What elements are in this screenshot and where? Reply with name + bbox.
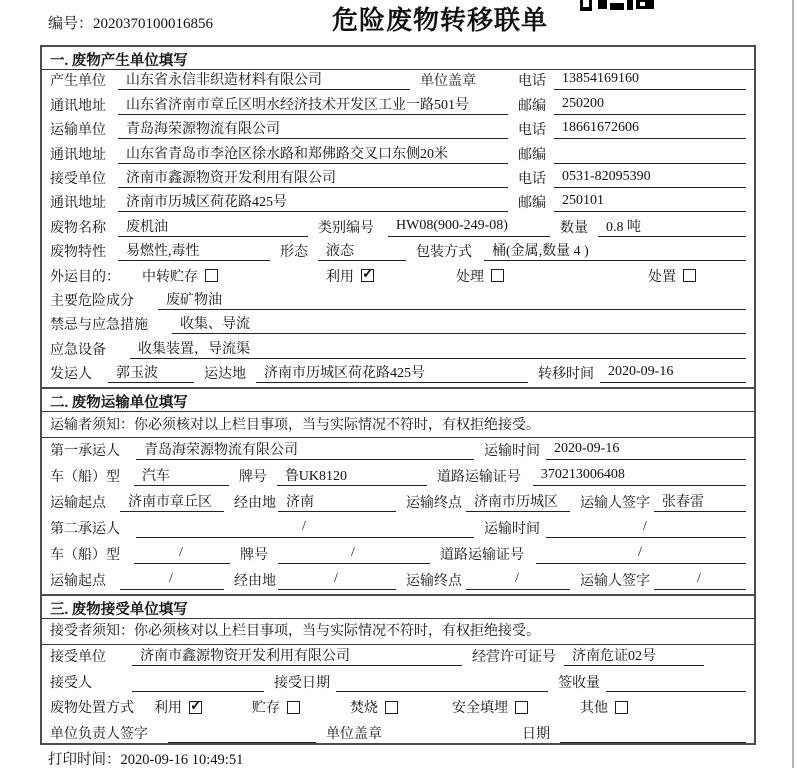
carrier-notice-row xyxy=(42,412,754,438)
emergency-measures: 收集、导流 xyxy=(172,314,746,334)
vehicle-type2: / xyxy=(134,545,230,564)
checkbox-disposal-utilize-checked-icon xyxy=(189,701,202,714)
checkbox-disposal-incinerate-label: 焚烧 xyxy=(350,701,378,717)
checkbox-treat-label: 处理 xyxy=(456,269,484,285)
receiver-seal-label: 单位盖章 xyxy=(326,726,382,742)
producer-unit-row xyxy=(42,70,754,94)
checkbox-disposal-other-label: 其他 xyxy=(580,701,608,717)
section-transporter xyxy=(42,387,754,594)
checkbox-utilize-label: 利用 xyxy=(326,269,354,285)
transporter-postcode-label: 邮编 xyxy=(518,147,546,163)
road-permit2: / xyxy=(536,545,746,564)
origin2: / xyxy=(120,571,224,590)
road-permit1: 370213006408 xyxy=(533,467,746,486)
receiver-postcode-label: 邮编 xyxy=(518,196,546,212)
producer-unit-label: 产生单位 xyxy=(50,74,106,90)
checkbox-disposal-landfill-unchecked-icon xyxy=(515,701,528,714)
receive-date xyxy=(336,673,548,692)
checkbox-treat xyxy=(456,266,648,286)
road-permit1-label: 道路运输证号 xyxy=(436,470,521,486)
section-producer xyxy=(42,47,754,387)
receiver-address-label: 通讯地址 xyxy=(50,196,106,212)
producer-name: 山东省永信非织造材料有限公司 xyxy=(118,70,410,90)
checkbox-disposal-other-unchecked-icon xyxy=(615,701,628,714)
producer-postcode-label: 邮编 xyxy=(518,98,546,114)
transport-unit-row xyxy=(42,119,754,143)
waste-property: 易燃性,毒性 xyxy=(118,241,270,261)
plate1-label: 牌号 xyxy=(238,470,267,486)
emergency-equipment: 收集装置，导流渠 xyxy=(130,338,746,358)
waste-name: 废机油 xyxy=(118,216,308,236)
signature-row xyxy=(42,721,754,747)
waste-property-row xyxy=(42,241,754,265)
carrier-sign1-label: 运输人签字 xyxy=(580,496,650,512)
receive-unit: 济南市鑫源物资开发利用有限公司 xyxy=(132,645,462,666)
transport-date2: / xyxy=(546,519,746,538)
transport-date1: 2020-09-16 xyxy=(546,441,746,460)
receiver-address: 济南市历城区荷花路425号 xyxy=(118,192,508,212)
origin1: 济南市章丘区 xyxy=(120,491,224,512)
plate2: / xyxy=(278,545,430,564)
receiver-unit-label: 接受单位 xyxy=(50,171,106,187)
terminus2-label: 运输终点 xyxy=(406,574,462,590)
checkbox-disposal-landfill-label: 安全填埋 xyxy=(452,701,508,717)
transporter-address-label: 通讯地址 xyxy=(50,147,106,163)
terminus2: / xyxy=(466,571,570,590)
carrier-sign2: / xyxy=(654,571,746,590)
via1-label: 经由地 xyxy=(234,496,276,512)
vehicle-type1-label: 车（船）型 xyxy=(50,470,120,486)
transport-date2-label: 运输时间 xyxy=(484,522,540,538)
print-time-line xyxy=(48,748,243,769)
waste-form-label: 形态 xyxy=(280,245,308,261)
checkbox-dispose-label: 处置 xyxy=(648,269,676,285)
second-carrier-label: 第二承运人 xyxy=(50,522,120,538)
checkbox-transit-storage-unchecked-icon xyxy=(205,269,218,282)
recipient xyxy=(132,673,264,692)
terminus1: 济南市历城区 xyxy=(466,491,570,512)
route2-row xyxy=(42,568,754,594)
checkbox-transit-storage xyxy=(142,266,326,286)
checkbox-disposal-storage-label: 贮存 xyxy=(252,701,280,717)
received-quantity xyxy=(606,673,746,692)
transport-date1-label: 运输时间 xyxy=(484,444,540,460)
checkbox-disposal-storage xyxy=(252,697,350,717)
disposal-method-label: 废物处置方式 xyxy=(50,701,134,717)
checkbox-disposal-landfill xyxy=(452,697,580,717)
receiver-unit-row xyxy=(42,168,754,192)
packing-method-label: 包装方式 xyxy=(416,245,472,261)
first-carrier-row xyxy=(42,438,754,464)
carrier-sign2-label: 运输人签字 xyxy=(580,574,650,590)
print-time-value: 2020-09-16 10:49:51 xyxy=(120,752,244,768)
origin2-label: 运输起点 xyxy=(50,574,106,590)
print-time-label: 打印时间： xyxy=(48,752,121,768)
second-carrier-row xyxy=(42,516,754,542)
checkbox-disposal-utilize xyxy=(154,697,252,717)
checkbox-dispose-unchecked-icon xyxy=(683,269,696,282)
carrier-notice: 运输者须知：你必须核对以上栏目事项，当与实际情况不符时，有权拒绝接受。 xyxy=(50,417,540,433)
vehicle2-row xyxy=(42,542,754,568)
transporter-phone-label: 电话 xyxy=(518,123,546,139)
emergency-measures-row xyxy=(42,314,754,338)
transporter-name: 青岛海荣源物流有限公司 xyxy=(118,119,508,139)
receive-unit-row xyxy=(42,645,754,671)
waste-name-row xyxy=(42,216,754,240)
vehicle-type2-label: 车（船）型 xyxy=(50,548,120,564)
category-code-label: 类别编号 xyxy=(318,220,374,236)
emergency-equipment-label: 应急设备 xyxy=(50,342,106,358)
main-hazard: 废矿物油 xyxy=(158,290,746,310)
checkbox-disposal-incinerate-unchecked-icon xyxy=(385,701,398,714)
section-receiver-header: 三. 废物接受单位填写 xyxy=(42,596,754,619)
first-carrier: 青岛海荣源物流有限公司 xyxy=(136,439,474,460)
receiver-name: 济南市鑫源物资开发利用有限公司 xyxy=(118,168,508,188)
road-permit2-label: 道路运输证号 xyxy=(440,548,524,564)
emergency-measures-label: 禁忌与应急措施 xyxy=(50,318,148,334)
responsible-sign xyxy=(168,724,316,743)
receiver-postcode: 250101 xyxy=(554,193,746,212)
transporter-address: 山东省青岛市李沧区徐水路和郑佛路交叉口东侧20米 xyxy=(118,143,508,163)
disposal-method-row xyxy=(42,696,754,722)
producer-address-label: 通讯地址 xyxy=(50,98,106,114)
vehicle1-row xyxy=(42,464,754,490)
receiver-notice-row xyxy=(42,619,754,645)
date xyxy=(560,724,746,743)
waste-name-label: 废物名称 xyxy=(50,220,106,236)
transporter-postcode xyxy=(554,145,746,164)
producer-phone: 13854169160 xyxy=(554,71,746,90)
page-title: 危险废物转移联单 xyxy=(332,6,549,35)
checkbox-treat-unchecked-icon xyxy=(491,269,504,282)
responsible-sign-label: 单位负责人签字 xyxy=(50,726,148,742)
checkbox-disposal-other xyxy=(580,697,628,717)
page-edge-divider xyxy=(792,0,794,768)
receiver-phone-label: 电话 xyxy=(518,171,546,187)
serial-label: 编号： xyxy=(48,16,94,32)
section-transporter-header: 二. 废物运输单位填写 xyxy=(42,389,754,412)
transfer-form-table xyxy=(40,45,756,745)
date-label: 日期 xyxy=(522,726,550,742)
checkbox-utilize-checked-icon xyxy=(361,269,374,282)
receive-unit-label: 接受单位 xyxy=(50,650,106,666)
first-carrier-label: 第一承运人 xyxy=(50,444,120,460)
category-code: HW08(900-249-08) xyxy=(388,218,550,237)
via2-label: 经由地 xyxy=(234,574,276,590)
waste-property-label: 废物特性 xyxy=(50,245,106,261)
unit-seal-label: 单位盖章 xyxy=(420,74,476,90)
carrier-sign1: 张春雷 xyxy=(654,491,746,512)
serial-number: 2020370100016856 xyxy=(93,16,214,32)
consignor-label: 发运人 xyxy=(50,367,92,383)
transport-unit-label: 运输单位 xyxy=(50,123,106,139)
transfer-purpose-label: 外运目的： xyxy=(50,269,120,285)
recipient-row xyxy=(42,670,754,696)
checkbox-disposal-utilize-label: 利用 xyxy=(154,701,182,717)
serial-line xyxy=(48,12,213,33)
consignor-row xyxy=(42,363,754,387)
packing-method: 桶(金属,数量 4 ) xyxy=(484,241,746,261)
destination: 济南市历城区荷花路425号 xyxy=(256,363,528,383)
emergency-equipment-row xyxy=(42,338,754,362)
received-quantity-label: 签收量 xyxy=(558,675,600,691)
quantity-label: 数量 xyxy=(560,220,588,236)
section-receiver xyxy=(42,594,754,747)
receiver-notice: 接受者须知：你必须核对以上栏目事项，当与实际情况不符时，有权拒绝接受。 xyxy=(50,624,540,640)
route1-row xyxy=(42,490,754,516)
main-hazard-row xyxy=(42,290,754,314)
via2: / xyxy=(278,571,396,590)
second-carrier: / xyxy=(136,519,474,538)
vehicle-type1: 汽车 xyxy=(134,465,229,486)
receiver-phone: 0531-82095390 xyxy=(554,169,746,188)
section-producer-header: 一. 废物产生单位填写 xyxy=(42,47,754,70)
checkbox-transit-storage-label: 中转贮存 xyxy=(142,269,198,285)
producer-postcode: 250200 xyxy=(554,96,746,115)
qr-code-fragment xyxy=(580,0,654,11)
origin1-label: 运输起点 xyxy=(50,496,106,512)
license-number-label: 经营许可证号 xyxy=(472,650,556,666)
quantity: 0.8 吨 xyxy=(598,216,746,236)
main-hazard-label: 主要危险成分 xyxy=(50,293,134,309)
checkbox-disposal-incinerate xyxy=(350,697,452,717)
receive-date-label: 接受日期 xyxy=(274,675,330,691)
license-number: 济南危证02号 xyxy=(564,645,704,666)
checkbox-utilize xyxy=(326,266,456,286)
producer-address-row xyxy=(42,94,754,118)
transporter-phone: 18661672606 xyxy=(554,120,746,139)
checkbox-dispose xyxy=(648,266,696,286)
waste-form: 液态 xyxy=(318,241,406,261)
transfer-purpose-row xyxy=(42,265,754,289)
transfer-date-label: 转移时间 xyxy=(538,367,594,383)
transfer-date: 2020-09-16 xyxy=(600,364,746,383)
consignor: 郭玉波 xyxy=(108,363,194,383)
checkbox-disposal-storage-unchecked-icon xyxy=(287,701,300,714)
recipient-label: 接受人 xyxy=(50,675,92,691)
via1: 济南 xyxy=(278,491,396,512)
transport-address-row xyxy=(42,143,754,167)
producer-address: 山东省济南市章丘区明水经济技术开发区工业一路501号 xyxy=(118,94,508,114)
plate1: 鲁UK8120 xyxy=(277,465,427,486)
plate2-label: 牌号 xyxy=(240,548,268,564)
receiver-address-row xyxy=(42,192,754,216)
terminus1-label: 运输终点 xyxy=(406,496,462,512)
producer-phone-label: 电话 xyxy=(518,74,546,90)
destination-label: 运达地 xyxy=(204,367,246,383)
